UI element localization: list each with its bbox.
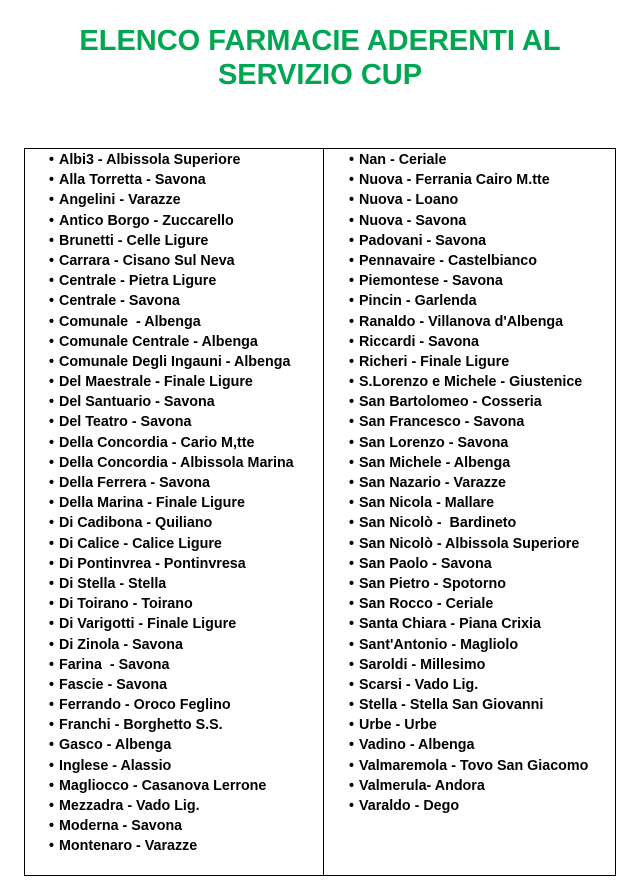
pharmacy-list-item: • San Nicolò - Albissola Superiore xyxy=(349,534,615,554)
pharmacy-list-item: • Albi3 - Albissola Superiore xyxy=(49,150,323,170)
pharmacy-list-item: • Nan - Ceriale xyxy=(349,150,615,170)
pharmacy-list-item: • San Bartolomeo - Cosseria xyxy=(349,392,615,412)
right-column xyxy=(324,149,615,875)
pharmacy-list-item: • Ferrando - Oroco Feglino xyxy=(49,695,323,715)
pharmacy-list-item: • San Nicolò - Bardineto xyxy=(349,513,615,533)
pharmacy-list-item: • Alla Torretta - Savona xyxy=(49,170,323,190)
title-line-1: ELENCO FARMACIE ADERENTI AL xyxy=(79,25,561,57)
pharmacy-list-item: • Franchi - Borghetto S.S. xyxy=(49,715,323,735)
pharmacy-list-item: • Antico Borgo - Zuccarello xyxy=(49,211,323,231)
left-column xyxy=(25,149,324,875)
pharmacy-list-item: • Comunale Degli Ingauni - Albenga xyxy=(49,352,323,372)
pharmacy-list-item: • Piemontese - Savona xyxy=(349,271,615,291)
pharmacy-list-item: • Brunetti - Celle Ligure xyxy=(49,231,323,251)
pharmacy-list-item: • Gasco - Albenga xyxy=(49,735,323,755)
pharmacy-list-item: • Varaldo - Dego xyxy=(349,796,615,816)
pharmacy-list-item: • San Michele - Albenga xyxy=(349,453,615,473)
pharmacy-list-item: • Saroldi - Millesimo xyxy=(349,655,615,675)
pharmacy-list-item: • Montenaro - Varazze xyxy=(49,836,323,856)
pharmacy-list-item: • Moderna - Savona xyxy=(49,816,323,836)
page-title xyxy=(0,24,640,92)
pharmacy-list-item: • Farina - Savona xyxy=(49,655,323,675)
pharmacy-list-item: • San Nazario - Varazze xyxy=(349,473,615,493)
pharmacy-list-item: • Padovani - Savona xyxy=(349,231,615,251)
pharmacy-list-item: • Della Marina - Finale Ligure xyxy=(49,493,323,513)
pharmacy-list-item: • Nuova - Ferrania Cairo M.tte xyxy=(349,170,615,190)
left-pharmacy-list xyxy=(49,150,323,857)
pharmacy-list-item: • Del Santuario - Savona xyxy=(49,392,323,412)
title-line-2: SERVIZIO CUP xyxy=(217,59,423,91)
pharmacy-list-item: • Centrale - Pietra Ligure xyxy=(49,271,323,291)
pharmacy-list-item: • San Nicola - Mallare xyxy=(349,493,615,513)
pharmacy-list-item: • San Rocco - Ceriale xyxy=(349,594,615,614)
pharmacy-list-item: • Di Zinola - Savona xyxy=(49,635,323,655)
pharmacy-list-item: • Pennavaire - Castelbianco xyxy=(349,251,615,271)
pharmacy-list-item: • Vadino - Albenga xyxy=(349,735,615,755)
pharmacy-list-item: • Di Toirano - Toirano xyxy=(49,594,323,614)
pharmacy-list-item: • Valmaremola - Tovo San Giacomo xyxy=(349,756,615,776)
pharmacy-table xyxy=(24,148,616,876)
pharmacy-list-item: • Mezzadra - Vado Lig. xyxy=(49,796,323,816)
pharmacy-list-item: • Di Varigotti - Finale Ligure xyxy=(49,614,323,634)
pharmacy-list-item: • Comunale - Albenga xyxy=(49,312,323,332)
pharmacy-list-item: • San Francesco - Savona xyxy=(349,412,615,432)
pharmacy-list-item: • Di Stella - Stella xyxy=(49,574,323,594)
pharmacy-list-item: • S.Lorenzo e Michele - Giustenice xyxy=(349,372,615,392)
pharmacy-list-item: • Fascie - Savona xyxy=(49,675,323,695)
pharmacy-list-item: • Inglese - Alassio xyxy=(49,756,323,776)
pharmacy-list-item: • Comunale Centrale - Albenga xyxy=(49,332,323,352)
pharmacy-list-item: • Nuova - Loano xyxy=(349,190,615,210)
pharmacy-list-item: • Angelini - Varazze xyxy=(49,190,323,210)
pharmacy-list-item: • San Lorenzo - Savona xyxy=(349,433,615,453)
pharmacy-list-item: • Della Concordia - Albissola Marina xyxy=(49,453,323,473)
pharmacy-list-item: • Del Teatro - Savona xyxy=(49,412,323,432)
pharmacy-list-item: • Stella - Stella San Giovanni xyxy=(349,695,615,715)
pharmacy-list-item: • Della Concordia - Cario M,tte xyxy=(49,433,323,453)
pharmacy-list-item: • Ranaldo - Villanova d'Albenga xyxy=(349,312,615,332)
pharmacy-list-item: • Carrara - Cisano Sul Neva xyxy=(49,251,323,271)
pharmacy-list-item: • Centrale - Savona xyxy=(49,291,323,311)
pharmacy-list-item: • Di Calice - Calice Ligure xyxy=(49,534,323,554)
pharmacy-list-item: • Richeri - Finale Ligure xyxy=(349,352,615,372)
pharmacy-list-item: • Valmerula- Andora xyxy=(349,776,615,796)
pharmacy-list-item: • Di Pontinvrea - Pontinvresa xyxy=(49,554,323,574)
right-pharmacy-list xyxy=(349,150,615,816)
pharmacy-list-item: • Della Ferrera - Savona xyxy=(49,473,323,493)
pharmacy-list-item: • Riccardi - Savona xyxy=(349,332,615,352)
pharmacy-list-item: • Urbe - Urbe xyxy=(349,715,615,735)
pharmacy-list-item: • Sant'Antonio - Magliolo xyxy=(349,635,615,655)
pharmacy-list-item: • San Paolo - Savona xyxy=(349,554,615,574)
pharmacy-list-item: • San Pietro - Spotorno xyxy=(349,574,615,594)
pharmacy-list-item: • Di Cadibona - Quiliano xyxy=(49,513,323,533)
pharmacy-list-item: • Magliocco - Casanova Lerrone xyxy=(49,776,323,796)
pharmacy-list-item: • Del Maestrale - Finale Ligure xyxy=(49,372,323,392)
pharmacy-list-item: • Scarsi - Vado Lig. xyxy=(349,675,615,695)
pharmacy-list-item: • Pincin - Garlenda xyxy=(349,291,615,311)
pharmacy-list-item: • Nuova - Savona xyxy=(349,211,615,231)
pharmacy-list-item: • Santa Chiara - Piana Crixia xyxy=(349,614,615,634)
